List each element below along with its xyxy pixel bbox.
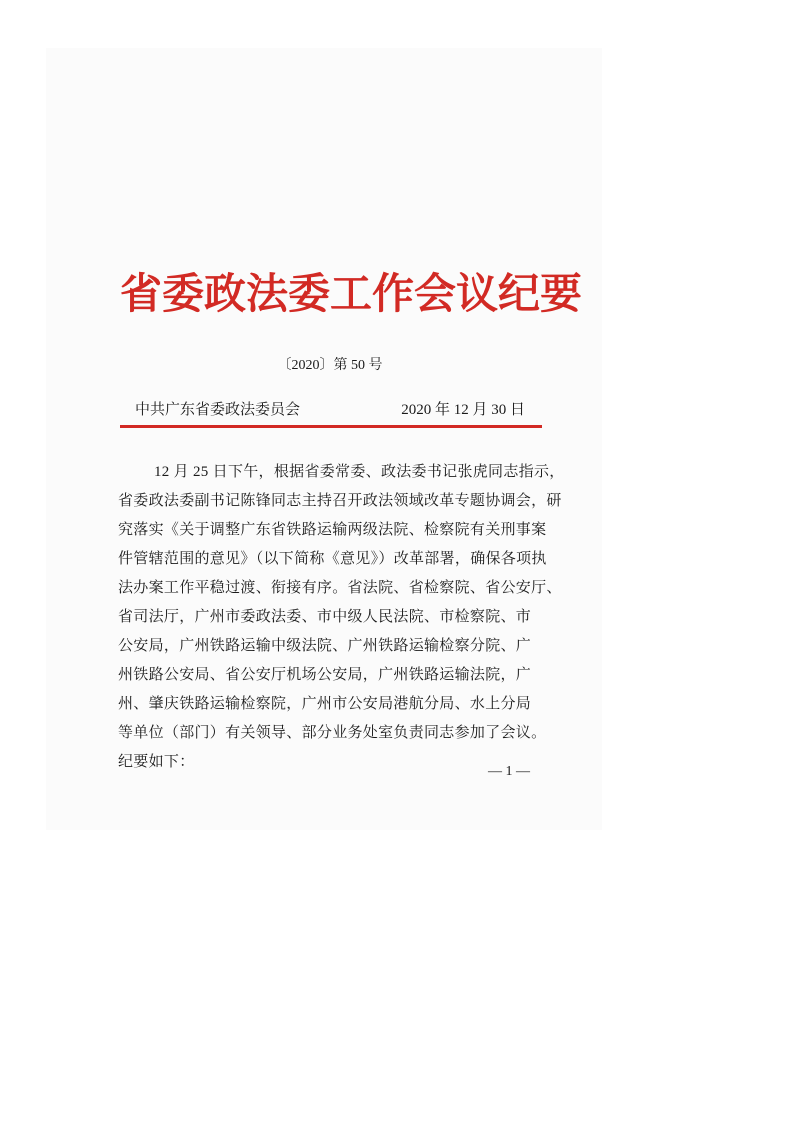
body-line: 等单位（部门）有关领导、部分业务处室负责同志参加了会议。 xyxy=(118,725,547,741)
document-body xyxy=(118,458,565,777)
document-title: 省委政法委工作会议纪要 xyxy=(120,269,583,318)
red-header-rule xyxy=(120,425,542,428)
document-number: 〔2020〕第 50 号 xyxy=(277,358,383,373)
body-line: 法办案工作平稳过渡、衔接有序。省法院、省检察院、省公安厅、 xyxy=(118,580,562,596)
body-line: 州铁路公安局、省公安厅机场公安局，广州铁路运输法院，广 xyxy=(118,667,532,683)
body-line: 州、肇庆铁路运输检察院，广州市公安局港航分局、水上分局 xyxy=(118,696,532,712)
body-line: 省司法厅，广州市委政法委、市中级人民法院、市检察院、市 xyxy=(118,609,532,625)
issuing-authority: 中共广东省委政法委员会 xyxy=(135,402,301,418)
body-line: 省委政法委副书记陈锋同志主持召开政法领域改革专题协调会，研 xyxy=(118,493,562,509)
body-line: 件管辖范围的意见》（以下简称《意见》）改革部署，确保各项执 xyxy=(118,551,547,567)
body-line: 纪要如下： xyxy=(118,754,195,770)
page-number: — 1 — xyxy=(488,764,530,779)
body-line: 12 月 25 日下午，根据省委常委、政法委书记张虎同志指示， xyxy=(154,464,565,480)
issue-date: 2020 年 12 月 30 日 xyxy=(401,402,525,418)
body-line: 公安局，广州铁路运输中级法院、广州铁路运输检察分院、广 xyxy=(118,638,532,654)
body-line: 究落实《关于调整广东省铁路运输两级法院、检察院有关刑事案 xyxy=(118,522,547,538)
